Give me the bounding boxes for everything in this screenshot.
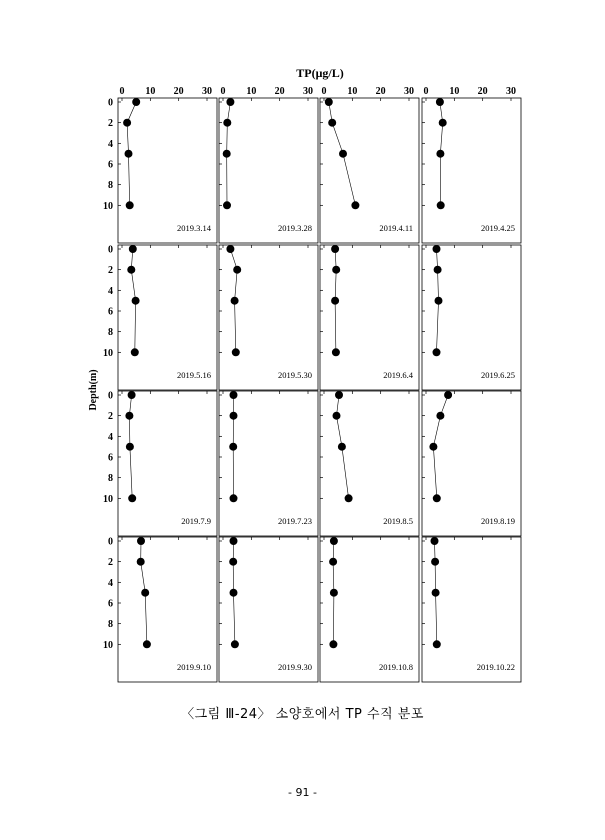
- data-point: [141, 589, 149, 597]
- data-point: [325, 98, 333, 106]
- y-tick-label: 6: [108, 306, 113, 318]
- data-point: [128, 391, 136, 399]
- panel-2019.6.25: [422, 245, 521, 390]
- panel-date-label: 2019.4.11: [379, 223, 413, 233]
- panel-2019.3.28: [219, 86, 318, 243]
- y-tick-label: 6: [108, 159, 113, 171]
- y-tick-label: 2: [108, 557, 113, 569]
- x-tick-label: 20: [375, 86, 386, 97]
- panel-2019.10.8: [320, 537, 419, 682]
- data-point: [230, 537, 238, 545]
- data-point: [230, 494, 238, 502]
- panel-date-label: 2019.5.16: [177, 370, 211, 380]
- panel-date-label: 2019.4.25: [481, 223, 515, 233]
- panel-frame: [118, 98, 217, 243]
- chart-title: TP(μg/L): [296, 66, 344, 80]
- y-tick-label: 0: [108, 97, 113, 109]
- data-point: [436, 150, 444, 158]
- data-point: [132, 98, 140, 106]
- panel-date-label: 2019.9.10: [177, 662, 211, 672]
- panel-date-label: 2019.7.9: [181, 516, 211, 526]
- y-tick-label: 2: [108, 118, 113, 130]
- data-point: [433, 245, 441, 253]
- x-tick-label: 10: [449, 86, 460, 97]
- y-tick-label: 8: [108, 473, 113, 485]
- x-tick-label: 30: [506, 86, 516, 97]
- x-tick-label: 20: [173, 86, 184, 97]
- panel-2019.10.22: [422, 537, 521, 682]
- data-point: [335, 391, 343, 399]
- x-tick-label: 0: [119, 86, 125, 97]
- x-tick-label: 30: [303, 86, 313, 97]
- panel-2019.9.30: [219, 537, 318, 682]
- panel-grid: [103, 86, 521, 682]
- y-tick-label: 8: [108, 327, 113, 339]
- x-tick-label: 30: [202, 86, 212, 97]
- data-point: [437, 201, 445, 209]
- y-tick-label: 6: [108, 598, 113, 610]
- panel-2019.8.19: [422, 391, 521, 536]
- y-tick-label: 8: [108, 619, 113, 631]
- data-point: [128, 494, 136, 502]
- panel-2019.3.14: [103, 86, 217, 243]
- data-point: [332, 266, 340, 274]
- panel-frame: [422, 98, 521, 243]
- data-point: [127, 266, 135, 274]
- data-point: [132, 297, 140, 305]
- data-point: [125, 150, 133, 158]
- data-point: [329, 558, 337, 566]
- page-number: - 91 -: [288, 786, 317, 799]
- data-point: [231, 297, 239, 305]
- panel-2019.5.30: [219, 245, 318, 390]
- panel-date-label: 2019.3.14: [177, 223, 211, 233]
- x-tick-label: 0: [321, 86, 327, 97]
- y-tick-label: 0: [108, 536, 113, 548]
- data-point: [339, 150, 347, 158]
- panel-date-label: 2019.6.4: [383, 370, 413, 380]
- data-point: [345, 494, 353, 502]
- panel-frame: [118, 391, 217, 536]
- data-point: [435, 297, 443, 305]
- data-point: [233, 266, 241, 274]
- data-point: [230, 391, 238, 399]
- data-point: [126, 443, 134, 451]
- data-point: [143, 640, 151, 648]
- data-point: [131, 348, 139, 356]
- data-point: [351, 201, 359, 209]
- data-point: [330, 537, 338, 545]
- panel-frame: [118, 537, 217, 682]
- panel-frame: [219, 98, 318, 243]
- data-point: [431, 558, 439, 566]
- figure-caption: 〈그림 Ⅲ-24〉 소양호에서 TP 수직 분포: [181, 707, 424, 722]
- data-point: [439, 119, 447, 127]
- data-point: [232, 348, 240, 356]
- panel-date-label: 2019.7.23: [278, 516, 312, 526]
- y-tick-label: 4: [108, 577, 113, 589]
- panel-date-label: 2019.3.28: [278, 223, 312, 233]
- data-point: [230, 589, 238, 597]
- data-point: [126, 201, 134, 209]
- data-point: [328, 119, 336, 127]
- data-point: [125, 412, 133, 420]
- data-point: [433, 348, 441, 356]
- data-point: [436, 98, 444, 106]
- data-point: [223, 150, 231, 158]
- panel-2019.6.4: [320, 245, 419, 390]
- panel-date-label: 2019.5.30: [278, 370, 312, 380]
- y-tick-label: 0: [108, 390, 113, 402]
- y-tick-label: 4: [108, 431, 113, 443]
- data-point: [226, 245, 234, 253]
- y-tick-label: 10: [103, 639, 113, 651]
- y-tick-label: 4: [108, 285, 113, 297]
- panel-frame: [422, 391, 521, 536]
- data-point: [332, 348, 340, 356]
- data-point: [226, 98, 234, 106]
- panel-2019.7.9: [103, 391, 217, 537]
- data-point: [436, 412, 444, 420]
- x-tick-label: 0: [220, 86, 226, 97]
- x-tick-label: 10: [347, 86, 358, 97]
- panel-date-label: 2019.10.22: [476, 662, 515, 672]
- x-tick-label: 30: [404, 86, 414, 97]
- y-tick-label: 6: [108, 452, 113, 464]
- x-tick-label: 10: [145, 86, 156, 97]
- data-point: [429, 443, 437, 451]
- data-point: [229, 558, 237, 566]
- panel-2019.8.5: [320, 391, 419, 536]
- data-point: [329, 640, 337, 648]
- data-point: [434, 266, 442, 274]
- data-point: [338, 443, 346, 451]
- y-tick-label: 10: [103, 347, 113, 359]
- x-tick-label: 10: [246, 86, 257, 97]
- panel-date-label: 2019.9.30: [278, 662, 312, 672]
- data-point: [444, 391, 452, 399]
- panel-frame: [219, 245, 318, 390]
- y-tick-label: 2: [108, 265, 113, 277]
- data-point: [432, 589, 440, 597]
- x-tick-label: 20: [274, 86, 285, 97]
- data-point: [230, 412, 238, 420]
- data-point: [137, 558, 145, 566]
- panel-2019.9.10: [103, 537, 217, 683]
- panel-2019.4.11: [320, 86, 419, 243]
- data-point: [433, 640, 441, 648]
- y-tick-label: 4: [108, 138, 113, 150]
- y-tick-label: 2: [108, 411, 113, 423]
- data-point: [331, 297, 339, 305]
- panel-date-label: 2019.8.19: [481, 516, 515, 526]
- panel-date-label: 2019.10.8: [379, 662, 413, 672]
- data-point: [137, 537, 145, 545]
- data-point: [229, 443, 237, 451]
- data-point: [330, 589, 338, 597]
- y-tick-label: 0: [108, 244, 113, 256]
- panel-2019.4.25: [422, 86, 521, 243]
- data-point: [129, 245, 137, 253]
- data-point: [333, 412, 341, 420]
- y-axis-label: Depth(m): [88, 369, 99, 411]
- y-tick-label: 8: [108, 180, 113, 192]
- panel-date-label: 2019.8.5: [383, 516, 413, 526]
- data-point: [331, 245, 339, 253]
- panel-2019.5.16: [103, 245, 217, 391]
- y-tick-label: 10: [103, 493, 113, 505]
- data-point: [223, 201, 231, 209]
- x-tick-label: 20: [477, 86, 488, 97]
- panel-date-label: 2019.6.25: [481, 370, 515, 380]
- y-tick-label: 10: [103, 200, 113, 212]
- x-tick-label: 0: [423, 86, 429, 97]
- data-point: [223, 119, 231, 127]
- data-point: [433, 494, 441, 502]
- data-point: [123, 119, 131, 127]
- panel-2019.7.23: [219, 391, 318, 536]
- data-point: [431, 537, 439, 545]
- data-point: [231, 640, 239, 648]
